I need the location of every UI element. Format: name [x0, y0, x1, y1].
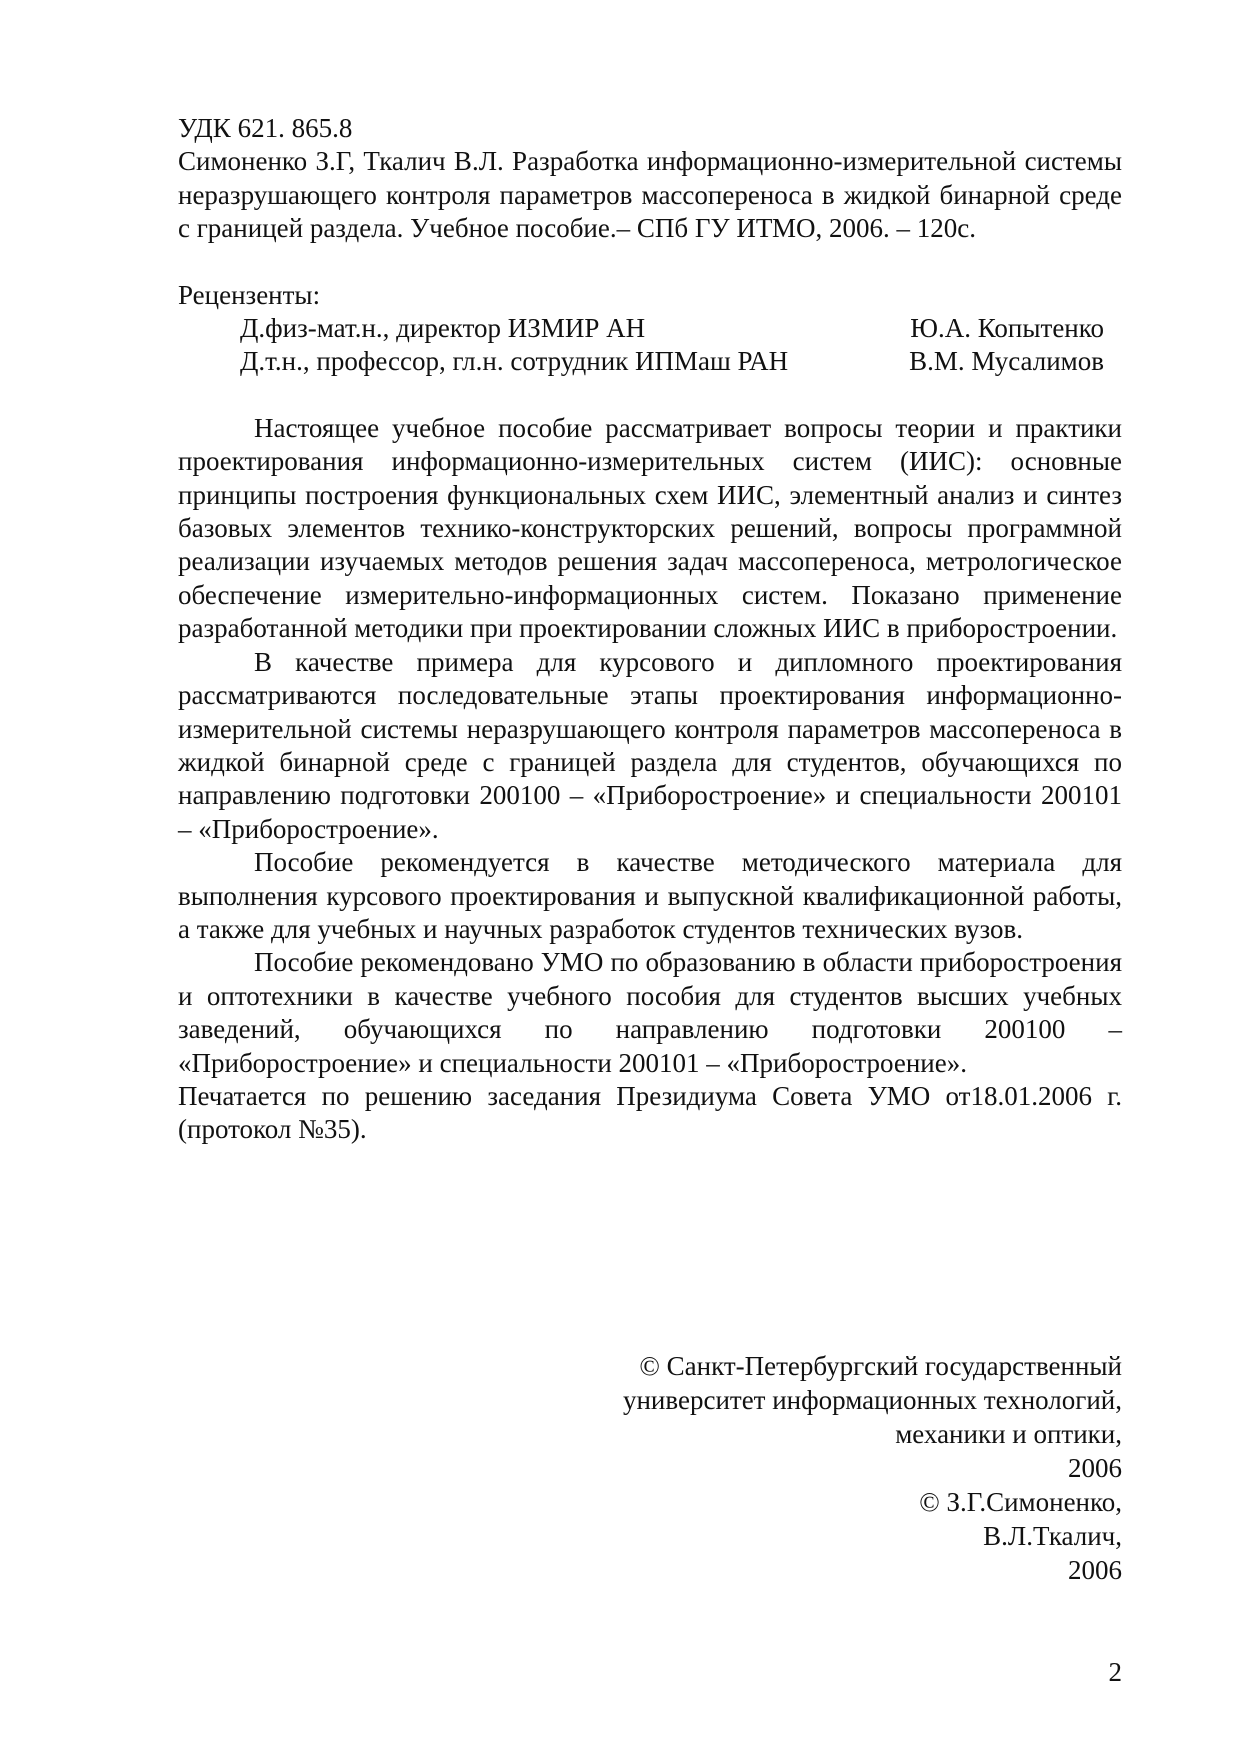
reviewers-section — [178, 279, 1122, 379]
udc-code: УДК 621. 865.8 — [178, 113, 353, 143]
copyright-block — [178, 1349, 1122, 1587]
copyright-line: механики и оптики, — [895, 1419, 1122, 1449]
copyright-line: В.Л.Ткалич, — [983, 1521, 1122, 1551]
copyright-line: © З.Г.Симоненко, — [919, 1487, 1122, 1517]
copyright-line: 2006 — [1068, 1453, 1122, 1483]
page-number: 2 — [1108, 1657, 1122, 1687]
copyright-line: университет информационных технологий, — [622, 1385, 1122, 1415]
reviewer-name: Ю.А. Копытенко — [910, 313, 1104, 344]
reviewer-position: Д.т.н., профессор, гл.н. сотрудник ИПМаш РАН — [240, 346, 789, 377]
reviewer-row — [178, 345, 1122, 378]
abstract-paragraph: Настоящее учебное пособие рассматривает вопросы теории и практики проектирования информационно-измерительных систем (ИИС): основные принципы построения функциональных схем ИИС, элементный анализ и синтез базовых элементов технико-конструкторских решений, вопросы программной реализации изучаемых методов решения задач массопереноса, метрологическое обеспечение измерительно-информационных систем. Показано применение разработанной методики при проектировании сложных ИИС в приборостроении. — [178, 412, 1122, 644]
reviewer-name: В.М. Мусалимов — [909, 346, 1104, 377]
reviewer-position: Д.физ-мат.н., директор ИЗМИР АН — [240, 313, 646, 344]
abstract-paragraph: Пособие рекомендуется в качестве методического материала для выполнения курсового проектирования и выпускной квалификационной работы, а также для учебных и научных разработок студентов технических вузов. — [178, 847, 1122, 944]
document-body — [178, 112, 1122, 1147]
bibliographic-record: Симоненко З.Г, Ткалич В.Л. Разработка информационно-измерительной системы неразрушающего контроля параметров массопереноса в жидкой бинарной среде с границей раздела. Учебное пособие.– СПб ГУ ИТМО, 2006. – 120с. — [178, 146, 1122, 244]
abstract-paragraph: В качестве примера для курсового и дипломного проектирования рассматриваются последовательные этапы проектирования информационно- измерительной системы неразрушающего контроля параметров массопереноса в жидкой бинарной среде с границей раздела для студентов, обучающихся по направлению подготовки 200100 – «Приборостроение» и специальности 200101 – «Приборостроение». — [178, 646, 1122, 844]
reviewer-row — [178, 312, 1122, 345]
copyright-line: © Санкт-Петербургский государственный — [639, 1351, 1122, 1381]
abstract-section — [178, 412, 1122, 1147]
print-approval-note: Печатается по решению заседания Президиума Совета УМО от18.01.2006 г. (протокол №35). — [178, 1080, 1122, 1145]
reviewers-label: Рецензенты: — [178, 279, 321, 310]
abstract-paragraph: Пособие рекомендовано УМО по образованию в области приборостроения и оптотехники в качестве учебного пособия для студентов высших учебных заведений, обучающихся по направлению подготовки 200100 – «Приборостроение» и специальности 200101 – «Приборостроение». — [178, 947, 1122, 1078]
copyright-line: 2006 — [1068, 1555, 1122, 1585]
